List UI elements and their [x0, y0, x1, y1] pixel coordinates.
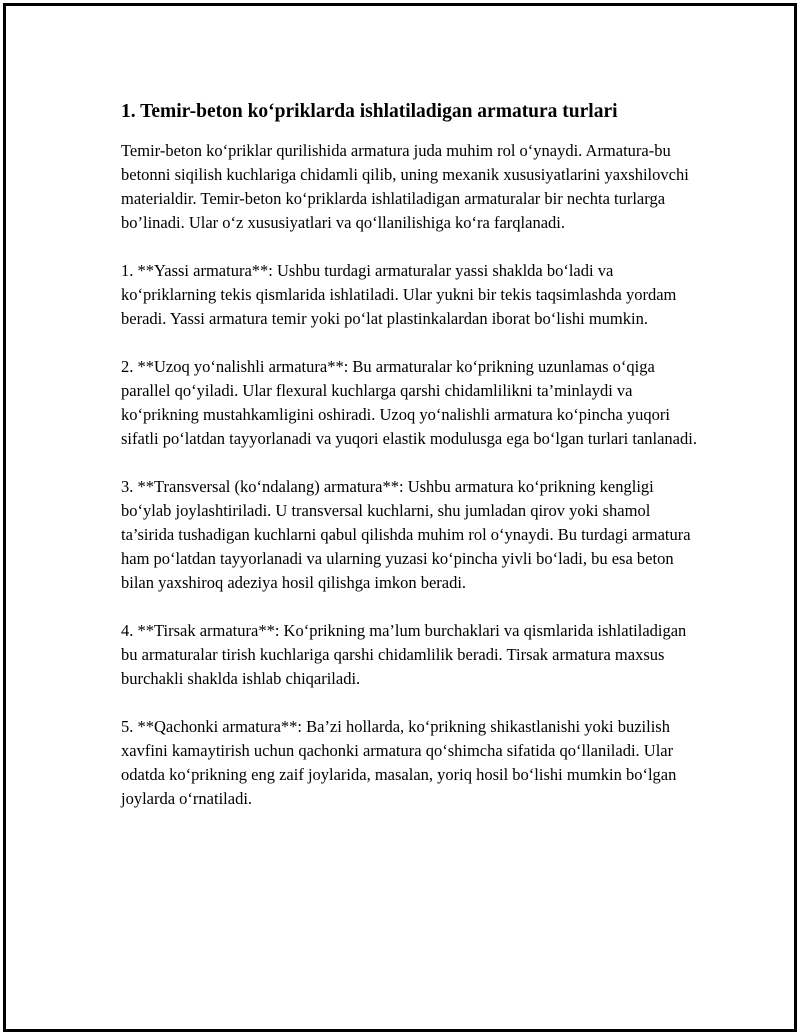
item-paragraph-1: 1. **Yassi armatura**: Ushbu turdagi armaturalar yassi shaklda bo‘ladi va ko‘priklarning tekis qismlarida ishlatiladi. Ular yukni bir tekis taqsimlashda yordam beradi. Yassi armatura temir yoki po‘lat plastinkalardan iborat bo‘lishi mumkin.: [121, 261, 677, 328]
document-title: 1. Temir-beton ko‘priklarda ishlatiladigan armatura turlari: [121, 101, 618, 122]
item-paragraph-4: 4. **Tirsak armatura**: Ko‘prikning ma’lum burchaklari va qismlarida ishlatiladigan bu armaturalar tirish kuchlariga qarshi chidamlilik beradi. Tirsak armatura maxsus burchakli shaklda ishlab chiqariladi.: [121, 621, 687, 688]
item-paragraph-3: 3. **Transversal (ko‘ndalang) armatura**: Ushbu armatura ko‘prikning kengligi bo‘ylab joylashtiriladi. U transversal kuchlarni, shu jumladan qirov yoki shamol ta’sirida tushadigan kuchlarni qabul qilishda muhim rol o‘ynaydi. Bu turdagi armatura ham po‘latdan tayyorlanadi va ularning yuzasi ko‘pincha yivli bo‘ladi, bu esa beton bilan yaxshiroq adeziya hosil qilishga imkon beradi.: [121, 477, 691, 592]
document-body: [121, 99, 706, 835]
item-paragraph-5: 5. **Qachonki armatura**: Ba’zi hollarda, ko‘prikning shikastlanishi yoki buzilish xavfini kamaytirish uchun qachonki armatura qo‘shimcha sifatida qo‘llaniladi. Ular odatda ko‘prikning eng zaif joylarida, masalan, yoriq hosil bo‘lishi mumkin bo‘lgan joylarda o‘rnatiladi.: [121, 717, 677, 808]
item-paragraph-2: 2. **Uzoq yo‘nalishli armatura**: Bu armaturalar ko‘prikning uzunlamas o‘qiga parallel qo‘yiladi. Ular flexural kuchlarga qarshi chidamlilikni ta’minlaydi va ko‘prikning mustahkamligini oshiradi. Uzoq yo‘nalishli armatura ko‘pincha yuqori sifatli po‘latdan tayyorlanadi va yuqori elastik modulusga ega bo‘lgan turlari tanlanadi.: [121, 357, 697, 448]
page-frame: [3, 3, 797, 1032]
intro-paragraph: Temir-beton ko‘priklar qurilishida armatura juda muhim rol o‘ynaydi. Armatura-bu betonni siqilish kuchlariga chidamli qilib, uning mexanik xususiyatlarini yaxshilovchi materialdir. Temir-beton ko‘priklarda ishlatiladigan armaturalar bir nechta turlarga bo’linadi. Ular o‘z xususiyatlari va qo‘llanilishiga ko‘ra farqlanadi.: [121, 141, 689, 232]
